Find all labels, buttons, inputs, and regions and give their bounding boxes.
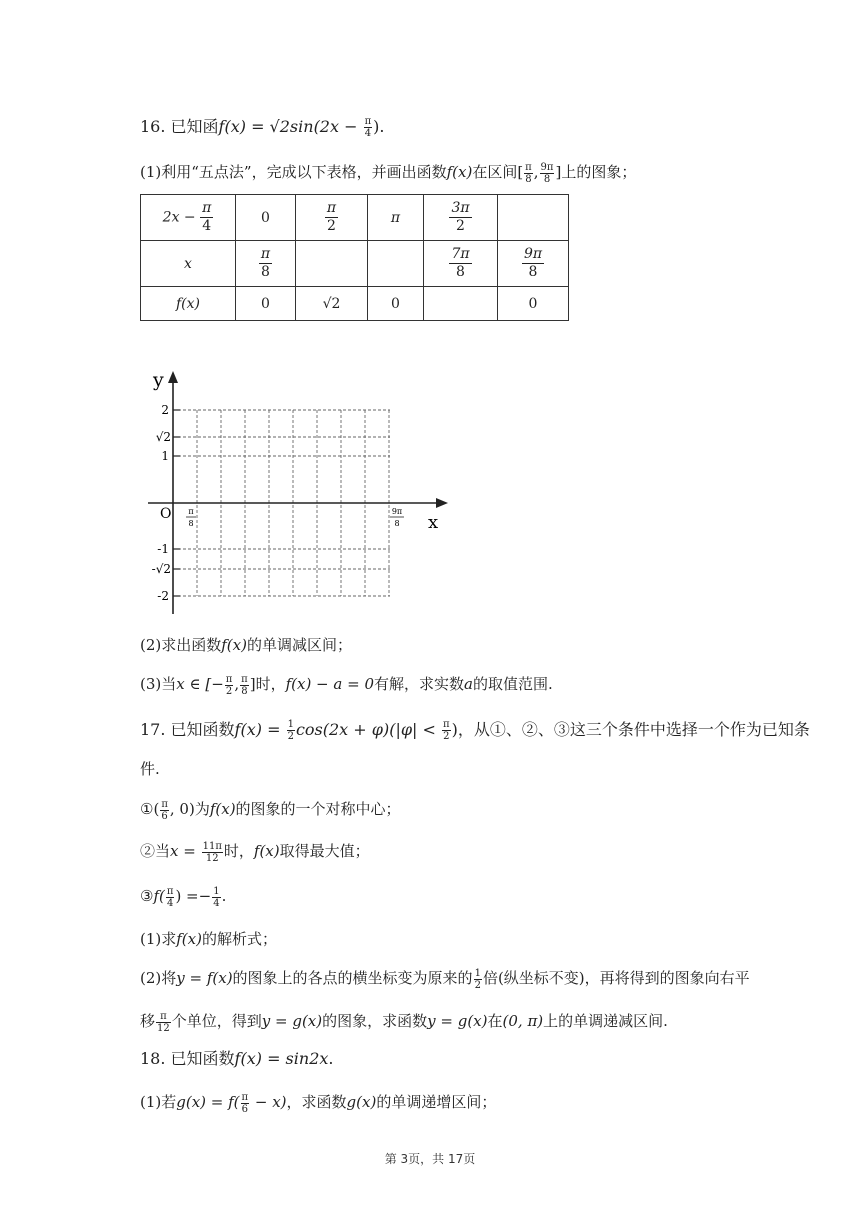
frac-num: 7π [451, 246, 470, 262]
frac-den: 2 [287, 731, 294, 742]
q17-p2b-suffix: 上的单调递减区间. [543, 1012, 668, 1030]
coordinate-grid [140, 366, 455, 616]
page-footer: 第 3页，共 17页 [384, 1152, 476, 1166]
q17-stem-phi [442, 719, 451, 742]
q16-p3-comma: , [234, 675, 240, 693]
q17-c3-suffix: . [221, 887, 227, 905]
q17-c1-mid: , 0)为 [169, 800, 210, 818]
q16-p1-mid: 在区间[ [472, 163, 524, 181]
q17-c3-frac2 [212, 886, 220, 909]
frac-den: 8 [543, 173, 551, 185]
q17-stem-suffix: )，从①、②、③这三个条件中选择一个作为已知条 [451, 720, 810, 739]
row2-c4 [424, 241, 498, 287]
frac-num: 1 [474, 967, 481, 979]
q17-p2b-math3: (0, π) [502, 1012, 544, 1030]
q16-p3-frac-a [225, 674, 234, 697]
row2-c4-frac [449, 246, 471, 281]
x-axis-arrow [436, 498, 448, 508]
row2-head: x [141, 241, 236, 287]
q18-stem-prefix: 18. 已知函数 [140, 1049, 235, 1068]
row2-c2 [296, 241, 368, 287]
y-tick-sqrt2: √2 [155, 430, 171, 444]
frac-num: π [161, 798, 168, 810]
q17-c2-mid: 时， [223, 842, 254, 860]
frac-den: 8 [456, 264, 465, 280]
frac-num: π [156, 1011, 171, 1023]
frac-num: 1 [287, 719, 294, 730]
q17-c2-prefix: ②当 [140, 842, 171, 860]
q18-p1-func: g(x) [346, 1093, 377, 1111]
row3-c5: 0 [498, 287, 569, 321]
frac-num: 3π [451, 200, 470, 216]
x-end-den: 8 [394, 519, 400, 528]
q17-part1 [140, 928, 277, 950]
q17-cond1 [140, 798, 401, 822]
q17-c1-func: f(x) [209, 800, 236, 818]
q17-cond2 [140, 840, 370, 864]
five-point-table [140, 194, 569, 321]
frac-num: π [202, 200, 212, 216]
q16-p2-prefix: (2)求出函数 [140, 636, 222, 654]
q17-p2-frac [474, 968, 482, 991]
q16-p3-a: a [464, 675, 473, 693]
origin-label: O [160, 506, 172, 522]
frac-den: 2 [456, 218, 465, 234]
q16-p3-math1: x ∈ [− [176, 675, 224, 693]
q16-p2-func: f(x) [221, 636, 247, 654]
x-end-num: 9π [391, 507, 403, 516]
row1-c2 [296, 195, 368, 241]
q17-stem-func1: f(x) = [234, 720, 286, 739]
frac-den: 4 [364, 128, 372, 139]
q17-p2b-frac [156, 1011, 171, 1034]
q18-stem [140, 1048, 333, 1070]
q17-c2-func: f(x) [253, 842, 280, 860]
q17-c1-prefix: ①( [140, 800, 160, 818]
y-tick-neg-sqrt2: -√2 [151, 562, 171, 576]
q16-p3-mid2: 有解，求实数 [374, 675, 465, 693]
row3-c4 [424, 287, 498, 321]
q17-p2-math: y = f(x) [176, 969, 233, 987]
q18-stem-suffix: . [328, 1049, 334, 1068]
q16-p1-suffix: ]上的图象； [555, 163, 637, 181]
q16-p3-math2: f(x) − a = 0 [285, 675, 374, 693]
q17-p2b-prefix: 移 [140, 1012, 156, 1030]
q18-p1-frac [241, 1092, 250, 1115]
q17-p2b-math2: y = g(x) [427, 1012, 488, 1030]
q17-stem [140, 719, 810, 742]
frac-den: 8 [528, 264, 538, 280]
frac-den: 12 [157, 1022, 170, 1034]
q18-p1-math: g(x) = f( [176, 1093, 240, 1111]
y-tick-neg2: -2 [157, 589, 169, 603]
row2-c5-frac [522, 246, 544, 281]
row2-c3 [368, 241, 424, 287]
q17-p1-suffix: 的解析式； [201, 930, 277, 948]
frac-num: 11π [202, 840, 222, 852]
row3-c3: 0 [368, 287, 424, 321]
q17-c3-func: f( [153, 887, 165, 905]
q17-stem-prefix: 17. 已知函数 [140, 720, 235, 739]
q17-p2b-mid3: 在 [487, 1012, 503, 1030]
row2-c1 [236, 241, 296, 287]
y-tick-neg1: -1 [157, 542, 169, 556]
q16-stem-frac [364, 116, 373, 139]
row3-c2: √2 [296, 287, 368, 321]
frac-num: π [443, 719, 450, 730]
q17-c3-prefix: ③ [140, 887, 154, 905]
frac-num: π [166, 885, 174, 897]
x-tick-labels [186, 507, 404, 528]
row1-head [141, 195, 236, 241]
frac-den: 4 [202, 218, 212, 234]
q17-p2-mid: 的图象上的各点的横坐标变为原来的 [232, 969, 473, 987]
q17-stem-half [287, 719, 295, 742]
q16-p3-mid: ]时， [249, 675, 286, 693]
frac-num: π [241, 1091, 249, 1103]
frac-num: 9π [540, 161, 554, 173]
q16-p1-frac-b [540, 162, 555, 185]
q16-p3-suffix: 的取值范围. [472, 675, 553, 693]
q16-p1-frac-a [524, 162, 533, 185]
q17-cond3 [140, 885, 226, 909]
frac-den: 4 [166, 897, 174, 909]
q17-part2 [140, 967, 750, 991]
x-start-den: 8 [188, 519, 194, 528]
row1-c5 [498, 195, 569, 241]
frac-den: 12 [205, 852, 219, 864]
frac-den: 2 [443, 731, 450, 742]
row3-head: f(x) [141, 287, 236, 321]
q18-stem-func: f(x) = sin2x [234, 1049, 329, 1068]
row3-c1: 0 [236, 287, 296, 321]
q17-stem-cont: 件. [140, 760, 160, 778]
q17-c2-math: x = [170, 842, 201, 860]
y-tick-1: 1 [161, 449, 169, 463]
y-axis-arrow [168, 371, 178, 383]
frac-den: 2 [327, 218, 336, 234]
q16-part1 [140, 161, 636, 185]
q17-c1-frac [160, 799, 169, 822]
q16-stem-prefix: 16. 已知函 [140, 117, 219, 136]
frac-den: 2 [225, 685, 233, 697]
q18-p1-prefix: (1)若 [140, 1093, 177, 1111]
q17-p1-prefix: (1)求 [140, 930, 177, 948]
frac-den: 4 [213, 897, 220, 909]
row1-head-frac [200, 200, 213, 235]
q16-stem-func: f(x) = √2sin(2x − [218, 117, 363, 136]
frac-den: 8 [241, 685, 248, 697]
q17-p2b-mid2: 的图象，求函数 [322, 1012, 428, 1030]
q18-p1-math2: − x) [250, 1093, 287, 1111]
frac-den: 6 [161, 810, 168, 822]
q17-p2-prefix: (2)将 [140, 969, 177, 987]
q17-p2-suffix: 倍(纵坐标不变)，再将得到的图象向右平 [482, 969, 750, 987]
q16-p3-frac-b [240, 674, 249, 697]
frac-num: π [525, 161, 532, 173]
row1-head-prefix: 2x − [162, 209, 201, 226]
q16-part2 [140, 634, 352, 656]
q16-part3 [140, 673, 553, 697]
q16-p2-suffix: 的单调减区间； [246, 636, 352, 654]
q16-p1-func: f(x) [446, 163, 473, 181]
q17-part2-cont [140, 1010, 668, 1034]
row1-c3: π [368, 195, 424, 241]
q17-p2b-mid: 个单位，得到 [171, 1012, 262, 1030]
q17-c2-frac [202, 841, 223, 864]
row2-c5 [498, 241, 569, 287]
frac-num: π [225, 673, 233, 685]
row1-c1: 0 [236, 195, 296, 241]
q17-stem-func2: cos(2x + φ)(|φ| < [295, 720, 442, 739]
row1-c4-frac [449, 200, 471, 235]
y-tick-2: 2 [161, 403, 169, 417]
frac-num: 1 [213, 885, 220, 897]
row2-c1-frac [259, 246, 272, 281]
q17-p1-func: f(x) [176, 930, 202, 948]
frac-den: 6 [241, 1103, 248, 1115]
q17-c3-frac [166, 886, 175, 909]
y-axis-label: y [153, 369, 164, 391]
q18-part1 [140, 1091, 496, 1115]
frac-den: 2 [474, 979, 481, 991]
frac-num: π [241, 673, 248, 685]
q16-stem [140, 116, 385, 139]
q17-c2-suffix: 取得最大值； [279, 842, 370, 860]
q17-c3-mid: ) =− [175, 887, 212, 905]
row1-c4 [424, 195, 498, 241]
q16-p1-comma: , [533, 163, 539, 181]
x-axis-label: x [428, 512, 439, 533]
q17-p2b-math: y = g(x) [261, 1012, 323, 1030]
frac-den: 8 [525, 173, 532, 185]
q16-stem-suffix: ). [373, 117, 385, 136]
q18-p1-suffix: 的单调递增区间； [376, 1093, 497, 1111]
x-start-num: π [188, 507, 194, 516]
frac-num: π [326, 200, 337, 216]
frac-num: π [260, 246, 271, 262]
frac-num: 9π [523, 246, 543, 262]
q17-c1-suffix: 的图象的一个对称中心； [235, 800, 401, 818]
row1-c2-frac [325, 200, 338, 235]
q16-p1-prefix: (1)利用“五点法”，完成以下表格，并画出函数 [140, 163, 447, 181]
frac-num: π [364, 116, 372, 127]
frac-den: 8 [261, 264, 270, 280]
q16-p3-prefix: (3)当 [140, 675, 177, 693]
q18-p1-mid: ，求函数 [286, 1093, 347, 1111]
